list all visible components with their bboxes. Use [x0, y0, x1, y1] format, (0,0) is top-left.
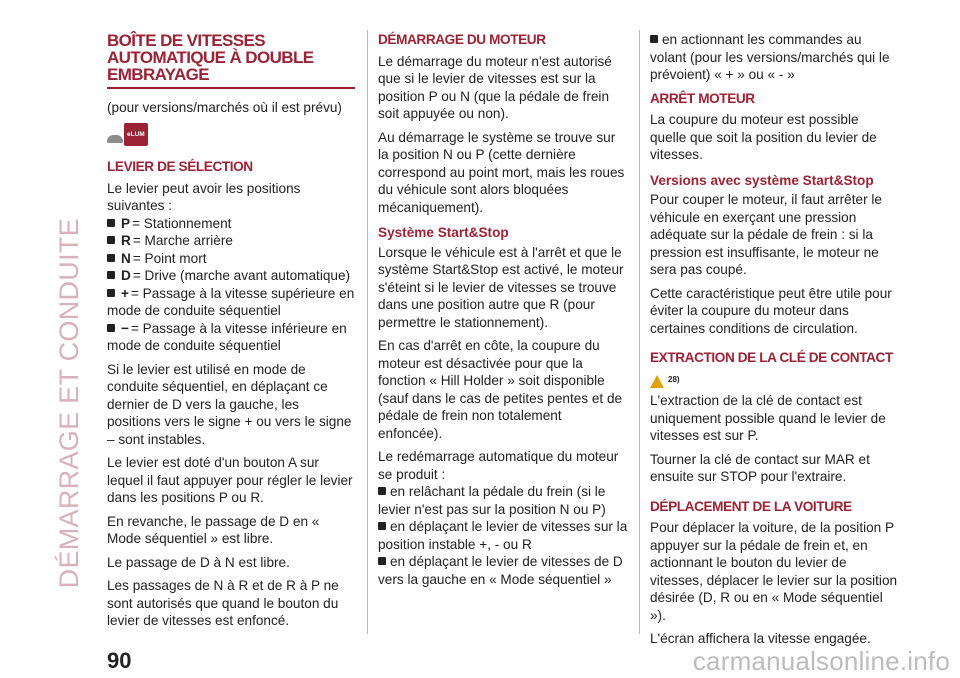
list-item [107, 215, 355, 233]
section-title-line-3: EMBRAYAGE [107, 65, 209, 84]
list-item-text: = Marche arrière [132, 233, 233, 248]
paragraph-restart: Le redémarrage automatique du moteur se produit : [378, 449, 619, 482]
list-item-text: en relâchant la pédale du frein (si le levier n'est pas sur la position N ou P) [378, 484, 606, 517]
title-underline [107, 87, 355, 89]
heading-engine-start: DÉMARRAGE DU MOTEUR [378, 32, 546, 47]
paragraph-button-a: Le levier est doté d'un bouton A sur lequel il faut appuyer pour régler le levier dans les positions P ou R. [107, 455, 353, 505]
list-item-text: = Drive (marche avant automatique) [132, 268, 351, 283]
heading-key-extraction: EXTRACTION DE LA CLÉ DE CONTACT [650, 350, 893, 365]
paragraph-key-turn: Tourner la clé de contact sur MAR et ensuite sur STOP pour l'extraire. [650, 451, 870, 484]
gear-letter: − [121, 320, 129, 336]
list-item [378, 483, 628, 518]
warning-ref-number: 28) [668, 374, 680, 384]
list-item [107, 250, 355, 268]
heading-moving-car: DÉPLACEMENT DE LA VOITURE [650, 498, 852, 514]
paragraph-stop-any-position: La coupure du moteur est possible quelle que soit la position du levier de vitesses. [650, 112, 877, 162]
list-item [378, 518, 628, 553]
gear-letter: + [121, 285, 129, 301]
paragraph-key-on-p: L'extraction de la clé de contact est uniquement possible quand le levier de vitesses est sur P. [650, 393, 886, 443]
elum-indicator [107, 123, 355, 147]
list-item-text: = Passage à la vitesse inférieure en mode de conduite séquentiel [107, 320, 347, 353]
bullet-icon [378, 557, 386, 565]
list-item-text: = Point mort [132, 250, 207, 266]
gear-letter: R [121, 233, 131, 248]
paragraph-positions-intro: Le levier peut avoir les positions suivantes : [107, 180, 301, 213]
bullet-icon [107, 289, 115, 297]
list-item-text: en déplaçant le levier de vitesses de D vers la gauche en « Mode séquentiel » [378, 554, 623, 587]
column-1 [107, 28, 355, 636]
intro-text: (pour versions/marchés où il est prévu) [107, 100, 342, 115]
gear-letter: N [121, 250, 131, 266]
list-item [650, 31, 898, 84]
watermark: carmanualsonline.info [692, 646, 950, 676]
elum-badge: eLUM [124, 123, 148, 147]
gear-letter: D [121, 268, 131, 283]
paragraph-display-gear: L'écran affichera la vitesse engagée. [650, 631, 871, 646]
subheading-start-stop: Système Start&Stop [378, 225, 509, 240]
paragraph-hill-holder: En cas d'arrêt en côte, la coupure du moteur est désactivée pour que la fonction « Hill Holder » soit disponible (sauf dans le cas de petites pentes et de pédale de frein non totalement enfoncée). [378, 338, 623, 441]
list-item [107, 285, 355, 320]
bullet-icon [107, 219, 115, 227]
section-title-line-2: AUTOMATIQUE À DOUBLE [107, 48, 314, 67]
list-item-text: = Stationnement [132, 215, 232, 231]
paragraph-feature-useful: Cette caractéristique peut être utile pour éviter la coupure du moteur dans certaines conditions de circulation. [650, 285, 892, 336]
paragraph-sequential-free: En revanche, le passage de D en « Mode séquentiel » est libre. [107, 513, 320, 546]
subheading-start-stop-versions: Versions avec système Start&Stop [650, 172, 874, 188]
list-item-text: en actionnant les commandes au volant (pour les versions/marchés qui le prévoient) « + » ou « - » [650, 32, 890, 82]
list-item [107, 320, 355, 355]
column-3 [650, 28, 898, 654]
paragraph-start-allowed: Le démarrage du moteur n'est autorisé que si le levier de vitesses est sur la position P ou N (que la pédale de frein soit appuyée ou non). [378, 53, 612, 121]
page-number: 90 [107, 648, 132, 673]
warning-reference [650, 371, 898, 389]
paragraph-move-car: Pour déplacer la voiture, de la position P appuyer sur la pédale de frein et, en actionnant le bouton du levier de vitesses, déplacer le levier sur la position désirée (D, R ou en « Mode séquentiel »). [650, 520, 898, 623]
section-side-tab [52, 28, 86, 588]
paragraph-n-r-p: Les passages de N à R et de R à P ne sont autorisés que quand le bouton du levier de vitesses est enfoncé. [107, 578, 339, 628]
bullet-icon [107, 236, 115, 244]
bullet-icon [107, 271, 115, 279]
list-item-text: = Passage à la vitesse supérieure en mode de conduite séquentiel [107, 285, 355, 318]
paragraph-start-stop: Lorsque le véhicule est à l'arrêt et que le système Start&Stop est activé, le moteur s'éteint si le levier de vitesses se trouve dans une position autre que R (pour permettre le stationnement). [378, 244, 624, 330]
paragraph-start-position: Au démarrage le système se trouve sur la position N ou P (cette dernière correspond au point mort, mais les roues du véhicule sont alors bloquées mécaniquement). [378, 129, 625, 215]
column-divider-1 [367, 30, 368, 634]
heading-selector-lever: LEVIER DE SÉLECTION [107, 159, 253, 174]
bullet-icon [378, 522, 386, 530]
heading-engine-stop: ARRÊT MOTEUR [650, 90, 755, 106]
bullet-icon [650, 35, 658, 43]
paragraph-sequential: Si le levier est utilisé en mode de conduite séquentiel, en déplaçant ce dernier de D vers la gauche, les positions vers le signe + ou vers le signe – sont instables. [107, 361, 352, 447]
list-item [107, 267, 355, 285]
paragraph-brake-pressure: Pour couper le moteur, il faut arrêter le véhicule en exerçant une pression adéquate sur la pédale de frein : si la pression est insuffisante, le moteur ne sera pas coupé. [650, 192, 882, 277]
warning-icon [650, 375, 664, 388]
list-item-text: en déplaçant le levier de vitesses sur la position instable +, - ou R [378, 519, 628, 552]
bullet-icon [378, 487, 386, 495]
section-side-tab-label: DÉMARRAGE ET CONDUITE [53, 217, 84, 588]
column-divider-2 [639, 30, 640, 634]
list-item [107, 232, 355, 250]
paragraph-d-to-n: Le passage de D à N est libre. [107, 554, 290, 570]
list-item [378, 553, 628, 588]
gear-letter: P [121, 215, 131, 231]
bullet-icon [107, 254, 115, 262]
car-icon [107, 135, 123, 143]
bullet-icon [107, 324, 115, 332]
section-title-line-1: BOÎTE DE VITESSES [107, 31, 265, 50]
column-2 [378, 28, 628, 588]
section-title [107, 32, 355, 83]
